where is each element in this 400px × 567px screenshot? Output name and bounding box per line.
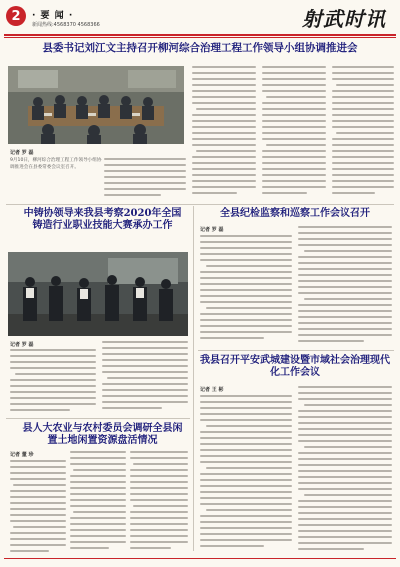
article-1-headline: 县委书记刘江文主持召开柳河综合治理工程工作领导小组协调推进会 [42,42,358,54]
article-4-headline: 我县召开平安武城建设暨市域社会治理现代化工作会议 [200,355,390,378]
article-5-body-col-b [70,451,126,556]
article-3-body-col-a [200,235,292,345]
article-3-byline: 记者 罗 磊 [200,227,224,233]
article-5-headline: 县人大农业与农村委员会调研全县闲置土地闲置资源盘活情况 [22,423,183,446]
newspaper-name: 射武时讯 [302,7,386,31]
article-1-body-col-b [192,66,256,202]
column-divider [193,206,194,551]
masthead-rule-thin [4,37,396,38]
article-2-headline: 中铸协领导来我县考察2020年全国铸造行业职业技能大赛承办工作 [23,208,182,231]
article-5-body-col-c [130,451,188,556]
article-4-body-col-b [298,386,392,555]
section-label: · 要 闻 · [32,11,74,21]
article-2-byline: 记者 罗 磊 [10,342,34,348]
article-3-headline: 全县纪检监察和巡察工作会议召开 [220,208,370,219]
article-5-byline: 记者 董 珍 [10,452,34,458]
article-1-body-col-c [262,66,326,202]
article-1-byline: 记者 罗 磊 [10,150,34,156]
masthead-rule [4,34,396,36]
article-2-body-col-a [10,349,96,413]
page-number-badge: 2 [6,6,26,26]
article-1-body-col-a [104,158,186,202]
masthead [0,0,400,34]
section-divider [6,204,394,205]
article-4-byline: 记者 王 彬 [200,387,224,393]
article-4-body-col-a [200,395,292,555]
article-1-caption: 9月10日，柳河综合治理工程工作领导小组协调推进会在县委常委会议室召开。 [10,158,102,170]
article-1-body-col-d [332,66,394,202]
article-3-divider [198,350,394,351]
meeting-photo [8,66,184,144]
article-3-body-col-b [298,226,392,345]
inspection-photo [8,252,188,336]
footer-rule [4,558,396,559]
hotline-info: 新闻热线:4568370 4568366 [32,22,100,28]
article-5-body-col-a [10,460,66,556]
article-5-divider [6,418,190,419]
article-2-body-col-b [102,341,188,413]
